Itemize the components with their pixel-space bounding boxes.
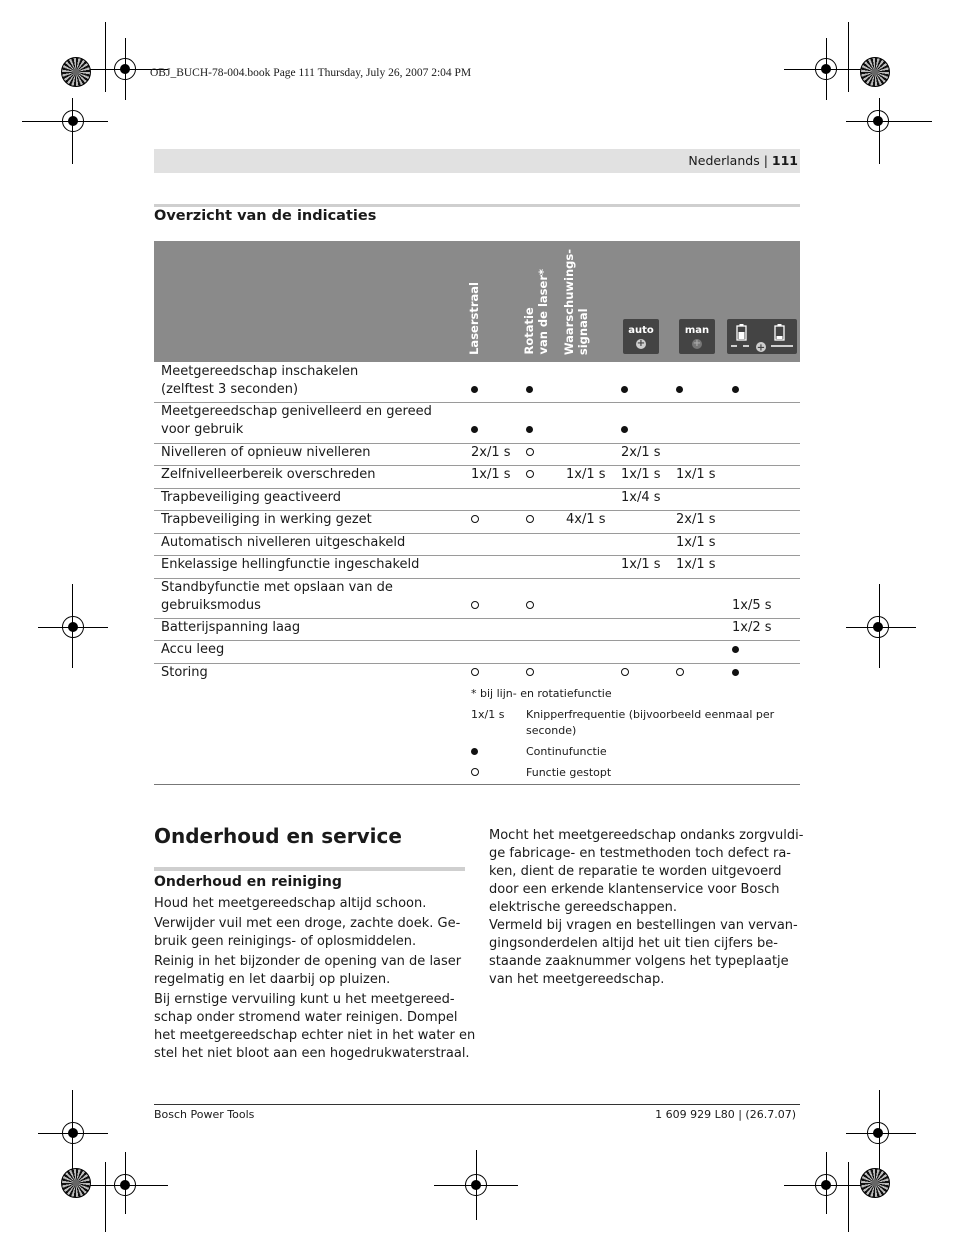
status-cell: 1x/5 s: [732, 597, 772, 613]
stopped-ring-icon: [471, 601, 479, 609]
table-row: [154, 555, 800, 579]
table-row: [154, 443, 800, 466]
status-cell: [526, 381, 533, 399]
continuous-dot-icon: [676, 386, 683, 393]
header-language: Nederlands: [688, 153, 760, 168]
status-cell: [526, 664, 534, 682]
status-cell: 1x/4 s: [621, 490, 661, 505]
section-rule: [154, 204, 800, 207]
stopped-ring-icon: [471, 515, 479, 523]
stopped-ring-icon: [676, 668, 684, 676]
row-label: Enkelassige hellingfunctie ingeschakeld: [161, 557, 420, 572]
header-separator: |: [763, 153, 768, 168]
row-label: Storing: [161, 665, 208, 680]
continuous-dot-icon: [621, 426, 628, 433]
stopped-ring-icon: [471, 768, 479, 776]
continuous-dot-icon: [621, 386, 628, 393]
registration-mark-icon: [62, 1122, 84, 1144]
legend-text: Continufunctie: [526, 745, 607, 758]
row-label: Automatisch nivelleren uitgeschakeld: [161, 535, 406, 550]
status-cell: 1x/1 s: [471, 467, 511, 482]
table-row: [154, 578, 800, 619]
stopped-ring-icon: [621, 668, 629, 676]
battery-indicator-icon: [727, 319, 797, 354]
legend-key: 1x/1 s: [471, 708, 505, 721]
main-title-rule: [154, 867, 465, 871]
table-row: [154, 465, 800, 489]
column-header-laserstraal: Laserstraal: [467, 282, 481, 355]
table-row: [154, 402, 800, 444]
stopped-ring-icon: [526, 601, 534, 609]
legend-text: Functie gestopt: [526, 766, 612, 779]
row-label: Trapbeveiliging in werking gezet: [161, 512, 372, 527]
status-cell: [621, 664, 629, 682]
column-header-rotatie: Rotatie van de laser*: [522, 269, 550, 355]
registration-mark-icon: [465, 1174, 487, 1196]
left-paragraph-2: Verwijder vuil met een droge, zachte doek. Ge- bruik geen reinigings- of oplosmiddelen.: [154, 916, 461, 949]
book-info: OBJ_BUCH-78-004.book Page 111 Thursday, July 26, 2007 2:04 PM: [150, 67, 472, 79]
status-cell: [526, 511, 534, 529]
status-cell: 1x/1 s: [676, 557, 716, 572]
status-cell: 1x/1 s: [676, 467, 716, 482]
row-label: Standbyfunctie met opslaan van de gebruiksmodus: [161, 580, 393, 613]
continuous-dot-icon: [526, 426, 533, 433]
color-target-icon: [860, 1168, 890, 1198]
status-cell: 1x/1 s: [676, 535, 716, 550]
registration-mark-icon: [867, 616, 889, 638]
status-cell: 1x/1 s: [566, 467, 606, 482]
color-target-icon: [61, 1168, 91, 1198]
auto-mode-icon: auto +: [623, 319, 659, 354]
stopped-ring-icon: [526, 515, 534, 523]
legend-text: Knipperfrequentie (bijvoorbeeld eenmaal per seconde): [526, 708, 775, 737]
continuous-dot-icon: [732, 646, 739, 653]
color-target-icon: [860, 57, 890, 87]
status-cell: [471, 421, 478, 439]
registration-mark-icon: [867, 1122, 889, 1144]
right-paragraph-2: Vermeld bij vragen en bestellingen van vervan- gingsonderdelen altijd het uit tien cijfers be- staande zaaknummer volgens het typeplaatje van het meetgereedschap.: [489, 918, 798, 987]
status-cell: 2x/1 s: [621, 445, 661, 460]
footer-left: Bosch Power Tools: [154, 1108, 255, 1121]
status-cell: 4x/1 s: [566, 512, 606, 527]
table-row: [154, 618, 800, 641]
status-cell: [621, 381, 628, 399]
status-cell: 1x/2 s: [732, 620, 772, 635]
left-paragraph-4: Bij ernstige vervuiling kunt u het meetgereed- schap onder stromend water reinigen. Dompel het meetgereedschap echter niet in het water en stel het niet bloot aan een hogedrukwaterstraal.: [154, 992, 476, 1061]
stopped-ring-icon: [526, 668, 534, 676]
footer-rule: [154, 1104, 800, 1105]
status-cell: 2x/1 s: [471, 445, 511, 460]
section-title: Overzicht van de indicaties: [154, 208, 377, 224]
table-row: [154, 362, 800, 403]
registration-mark-icon: [62, 616, 84, 638]
status-cell: [471, 664, 479, 682]
status-cell: [526, 597, 534, 615]
status-cell: 2x/1 s: [676, 512, 716, 527]
status-cell: [471, 511, 479, 529]
status-cell: [621, 421, 628, 439]
status-cell: [732, 381, 739, 399]
status-cell: [676, 381, 683, 399]
main-title: Onderhoud en service: [154, 824, 402, 848]
right-paragraph-1: Mocht het meetgereedschap ondanks zorgvuldi- ge fabricage- en testmethoden toch defect ra- ken, dient de reparatie te worden uitgevoerd door een erkende klantenservice voor Bosch elektrische gereedschappen.: [489, 828, 804, 915]
status-cell: [526, 466, 534, 484]
stopped-ring-icon: [471, 668, 479, 676]
subsection-title: Onderhoud en reiniging: [154, 874, 342, 890]
table-row: [154, 640, 800, 664]
row-label: Meetgereedschap inschakelen (zelftest 3 seconden): [161, 364, 359, 397]
stopped-ring-icon: [526, 470, 534, 478]
row-label: Zelfnivelleerbereik overschreden: [161, 467, 376, 482]
status-cell: [526, 421, 533, 439]
svg-text:+: +: [756, 342, 766, 354]
continuous-dot-icon: [471, 426, 478, 433]
footer-right: 1 609 929 L80 | (26.7.07): [655, 1108, 796, 1121]
color-target-icon: [61, 57, 91, 87]
continuous-dot-icon: [471, 386, 478, 393]
page-header: [688, 153, 798, 168]
column-header-waarschuwing: Waarschuwings- signaal: [562, 248, 590, 355]
row-label: Batterijspanning laag: [161, 620, 301, 635]
status-cell: 1x/1 s: [621, 557, 661, 572]
row-label: Accu leeg: [161, 642, 225, 657]
table-bottom-rule: [154, 784, 800, 785]
row-label: Nivelleren of opnieuw nivelleren: [161, 445, 371, 460]
continuous-dot-icon: [471, 748, 478, 755]
left-paragraph-1: Houd het meetgereedschap altijd schoon.: [154, 896, 427, 911]
table-row: [154, 510, 800, 534]
status-cell: [526, 444, 534, 462]
continuous-dot-icon: [526, 386, 533, 393]
stopped-ring-icon: [526, 448, 534, 456]
left-paragraph-3: Reinig in het bijzonder de opening van de laser regelmatig en let daarbij op pluizen.: [154, 954, 462, 987]
continuous-dot-icon: [732, 669, 739, 676]
row-label: Meetgereedschap genivelleerd en gereed voor gebruik: [161, 404, 432, 437]
status-cell: 1x/1 s: [621, 467, 661, 482]
page-number: 111: [771, 153, 798, 168]
continuous-dot-icon: [732, 386, 739, 393]
status-cell: [676, 664, 684, 682]
table-row: [154, 533, 800, 556]
legend-key: [471, 744, 478, 760]
table-row: [154, 488, 800, 511]
manual-mode-icon: man +: [679, 319, 715, 354]
legend-key: [471, 765, 479, 781]
status-cell: [471, 381, 478, 399]
status-cell: [732, 664, 739, 682]
status-cell: [732, 641, 739, 659]
table-header: [154, 241, 800, 362]
table-footnote: * bij lijn- en rotatiefunctie: [471, 687, 612, 700]
row-label: Trapbeveiliging geactiveerd: [161, 490, 341, 505]
status-cell: [471, 597, 479, 615]
